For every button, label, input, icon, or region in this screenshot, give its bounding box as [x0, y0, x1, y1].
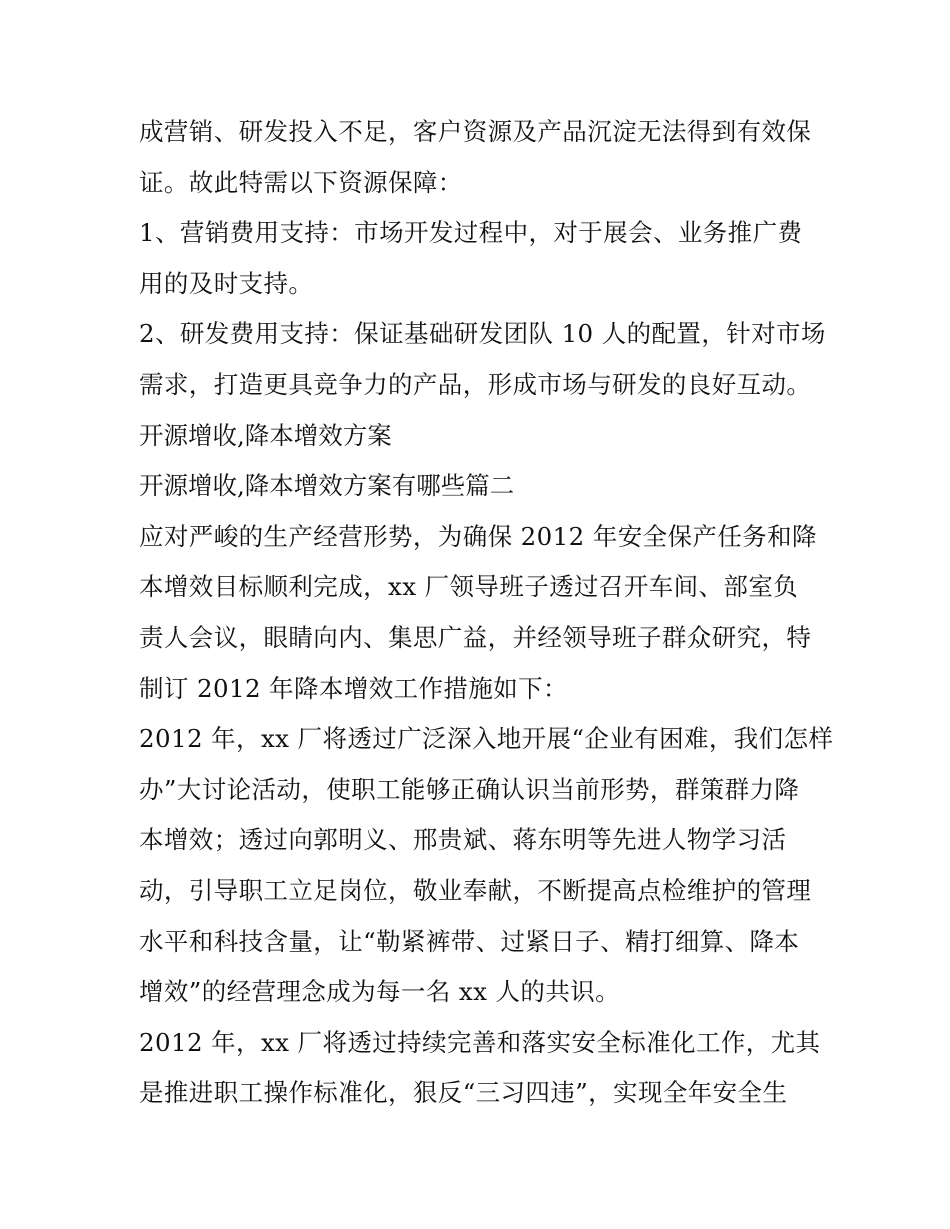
list-item-rd-budget: 2、研发费用支持：保证基础研发团队 10 人的配置，针对市场: [139, 319, 826, 349]
text-line: 2012 年，xx 厂将透过持续完善和落实安全标准化工作，尤其: [139, 1027, 821, 1057]
text-line: 本增效目标顺利完成，xx 厂领导班子透过召开车间、部室负: [139, 572, 799, 602]
list-item-marketing-budget: 1、营销费用支持：市场开发过程中，对于展会、业务推广费: [139, 218, 803, 248]
section-subtitle: 开源增收,降本增效方案有哪些篇二: [139, 471, 515, 501]
section-title: 开源增收,降本增效方案: [139, 420, 392, 450]
text-line: 2012 年，xx 厂将透过广泛深入地开展“企业有困难，我们怎样: [139, 724, 834, 754]
text-line: 制订 2012 年降本增效工作措施如下：: [139, 673, 568, 703]
text-line: 需求，打造更具竞争力的产品，形成市场与研发的良好互动。: [139, 369, 812, 399]
text-line: 本增效；透过向郭明义、邢贵斌、蒋东明等先进人物学习活: [139, 825, 787, 855]
text-line: 办”大讨论活动，使职工能够正确认识当前形势，群策群力降: [139, 774, 800, 804]
text-line: 是推进职工操作标准化，狠反“三习四违”，实现全年安全生: [139, 1078, 788, 1108]
text-line: 水平和科技含量，让“勒紧裤带、过紧日子、精打细算、降本: [139, 926, 800, 956]
text-line: 成营销、研发投入不足，客户资源及产品沉淀无法得到有效保: [139, 117, 812, 146]
text-line: 应对严峻的生产经营形势，为确保 2012 年安全保产任务和降: [139, 521, 817, 551]
text-line: 增效”的经营理念成为每一名 xx 人的共识。: [139, 977, 621, 1007]
text-line: 动，引导职工立足岗位，敬业奉献，不断提高点检维护的管理: [139, 875, 812, 905]
text-line: 用的及时支持。: [139, 268, 314, 298]
document-body: [139, 107, 834, 1119]
text-line: 责人会议，眼睛向内、集思广益，并经领导班子群众研究，特: [139, 622, 812, 652]
text-line: 证。故此特需以下资源保障：: [139, 167, 463, 197]
